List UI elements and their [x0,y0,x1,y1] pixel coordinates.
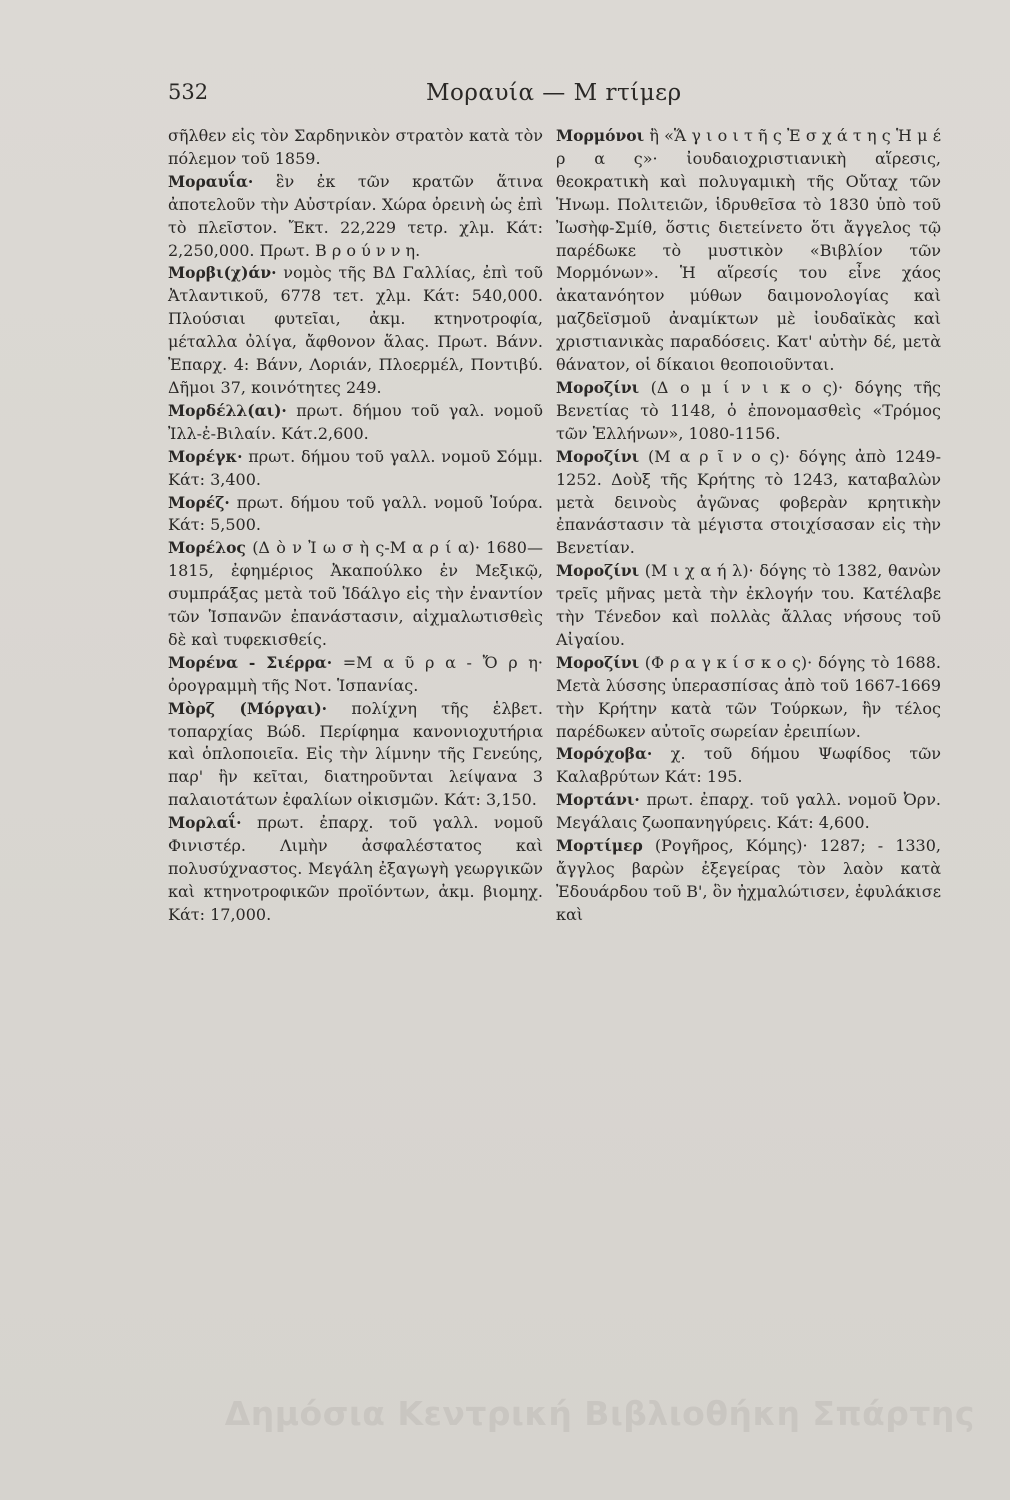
entry-text: πρωτ. δήμου τοῦ γαλ. νομοῦ Ἰλλ-ἐ-Βιλαίν. Κάτ.2,600. [168,400,543,443]
dictionary-entry [556,835,941,927]
right-column [556,125,941,927]
running-head: Μοραυία — Μ rτίμερ [426,80,682,106]
entry-headword: Μοροζίνι [556,377,640,397]
entry-headword: Μορόχοβα· [556,744,653,764]
entry-headword: Μοροζίνι [556,561,640,581]
dictionary-entry [168,812,543,927]
dictionary-entry [556,743,941,789]
page-header [168,80,918,120]
entry-text: νομὸς τῆς ΒΔ Γαλλίας, ἐπὶ τοῦ Ἀτλαντικοῦ, 6778 τετ. χλμ. Κάτ: 540,000. Πλούσιαι φυτεῖαι, ἀκμ. κτηνοτροφία, μέταλλα ὀλίγα, ἄφθονον ἅλας. Πρωτ. Βάνν. Ἐπαρχ. 4: Βάνν, Λοριάν, Πλοερμέλ, Ποντιβύ. Δῆμοι 37, κοινότητες 249. [168,263,543,397]
entry-text: (Δ ὸ ν Ἰ ω σ ὴ ς-Μ α ρ ί α)· 1680—1815, ἐφημέριος Ἀκαπούλκο ἐν Μεξικῷ, συμπράξας μετὰ τοῦ Ἱδάλγο εἰς τὴν ἐναντίον τῶν Ἱσπανῶν ἐπανάστασιν, αἰχμαλωτισθεὶς δὲ καὶ τυφεκισθείς. [168,538,543,649]
entry-text: πολίχνη τῆς ἑλβετ. τοπαρχίας Βώδ. Περίφημα κανονιοχυτήρια καὶ ὁπλοποιεῖα. Εἰς τὴν λίμνην τῆς Γενεύης, παρ' ἣν κεῖται, διατηροῦνται λείψανα 3 παλαιοτάτων ἐφαλίων οἰκισμῶν. Κάτ: 3,150. [168,698,543,810]
dictionary-entry [168,400,543,446]
entry-headword: Μοροζίνι [556,446,640,466]
entry-text: (Ρογῆρος, Κόμης)· 1287; - 1330, ἄγγλος βαρὼν ἐξεγείρας τὸν λαὸν κατὰ Ἐδουάρδου τοῦ Β', ὃν ἠχμαλώτισεν, ἐφυλάκισε καὶ [556,836,941,924]
dictionary-entry [168,698,543,813]
entry-headword: Μορέζ· [168,492,230,512]
entry-text: (Μ ι χ α ή λ)· δόγης τὸ 1382, θανὼν τρεῖς μῆνας μετὰ τὴν ἐκλογήν του. Κατέλαβε τὴν Τένεδον καὶ πολλὰς ἄλλας νήσους τοῦ Αἰγαίου. [556,561,941,649]
dictionary-entry [556,560,941,652]
dictionary-entry [556,125,941,377]
page-number: 532 [168,80,209,104]
dictionary-entry [168,125,543,171]
entry-headword: Μορτάνι· [556,790,640,810]
entry-text: ἓν ἐκ τῶν κρατῶν ἅτινα ἀποτελοῦν τὴν Αὐστρίαν. Χώρα ὀρεινὴ ὡς ἐπὶ τὸ πλεῖστον. Ἔκτ. 22,229 τετρ. χλμ. Κάτ: 2,250,000. Πρωτ. Β ρ ο ύ ν ν η. [168,171,543,260]
entry-text: σῆλθεν εἰς τὸν Σαρδηνικὸν στρατὸν κατὰ τὸν πόλεμον τοῦ 1859. [168,126,543,168]
dictionary-entry [168,492,543,538]
entry-headword: Μορμόνοι [556,126,645,145]
dictionary-entry [168,446,543,492]
entry-headword: Μορδέλλ(αι)· [168,400,287,420]
entry-headword: Μορλαΐ· [168,813,242,833]
entry-text: (Φ ρ α γ κ ί σ κ ο ς)· δόγης τὸ 1688. Μετὰ λύσσης ὑπερασπίσας ἀπὸ τοῦ 1667-1669 τὴν Κρήτην κατὰ τῶν Τούρκων, ἣν τέλος παρέδωκεν αὐτοῖς σωρείαν ἐρειπίων. [556,652,941,741]
entry-text: (Δ ο μ ί ν ι κ ο ς)· δόγης τῆς Βενετίας τὸ 1148, ὁ ἐπονομασθεὶς «Τρόμος τῶν Ἑλλήνων», 1080-1156. [556,377,941,443]
entry-headword: Μορτίμερ [556,836,643,856]
dictionary-entry [168,262,543,399]
entry-text: πρωτ. ἐπαρχ. τοῦ γαλλ. νομοῦ Ὀρν. Μεγάλαις ζωοπανηγύρεις. Κάτ: 4,600. [556,790,942,833]
entry-text: ἢ «Ἅ γ ι ο ι τ ῆ ς Ἐ σ χ ά τ η ς Ἡ μ έ ρ α ς»· ἰουδαιοχριστιανικὴ αἵρεσις, θεοκρατικὴ καὶ πολυγαμικὴ τῆς Οὔταχ τῶν Ἡνωμ. Πολιτειῶν, ἱδρυθεῖσα τὸ 1830 ὑπὸ τοῦ Ἰωσὴφ-Σμίθ, ὅστις διετείνετο ὅτι ἄγγελος τῷ παρέδωκε τὸ μυστικὸν «Βιβλίον τῶν Μορμόνων». Ἡ αἵρεσίς του εἶνε χάος ἀκατανόητον μύθων δαιμονολογίας καὶ μαζδεϊσμοῦ ἀναμίκτων μὲ ἰουδαϊκὰς καὶ χριστιανικὰς παραδόσεις. Κατ' αὐτὴν δέ, μετὰ θάνατον, οἱ δίκαιοι θεοποιοῦνται. [556,126,941,375]
entry-text: =Μ α ῦ ρ α - Ὄ ρ η· ὀρογραμμὴ τῆς Νοτ. Ἱσπανίας. [168,652,543,695]
entry-text: πρωτ. δήμου τοῦ γαλλ. νομοῦ Ἰούρα. Κάτ: 5,500. [168,492,543,535]
entry-headword: Μὸρζ (Μόργαι)· [168,698,328,718]
dictionary-entry [556,789,941,835]
entry-headword: Μοραυΐα· [168,171,254,191]
entry-headword: Μορένα - Σιέρρα· [168,652,333,672]
dictionary-entry [556,446,941,561]
entry-text: πρωτ. δήμου τοῦ γαλλ. νομοῦ Σόμμ. Κάτ: 3,400. [168,446,543,489]
dictionary-entry [168,537,543,652]
dictionary-entry [556,652,941,744]
entry-text: χ. τοῦ δήμου Ψωφίδος τῶν Καλαβρύτων Κάτ: 195. [556,744,941,787]
left-column [168,125,543,927]
entry-text: (Μ α ρ ῖ ν ο ς)· δόγης ἀπὸ 1249-1252. Δοὺξ τῆς Κρήτης τὸ 1243, καταβαλὼν μετὰ δεινοὺς ἀγῶνας φοβερὰν κρητικὴν ἐπανάστασιν τὰ μέγιστα στοιχίσασαν εἰς τὴν Βενετίαν. [556,446,941,558]
entry-headword: Μορέγκ· [168,446,243,466]
entry-headword: Μορβι(χ)άν· [168,263,277,283]
entry-headword: Μορέλος [168,538,246,558]
library-watermark: Δημόσια Κεντρική Βιβλιοθήκη Σπάρτης [224,1394,975,1433]
dictionary-entry [168,652,543,698]
dictionary-entry [168,171,543,263]
entry-headword: Μοροζίνι [556,652,640,672]
dictionary-entry [556,377,941,446]
entry-text: πρωτ. ἐπαρχ. τοῦ γαλλ. νομοῦ Φινιστέρ. Λιμὴν ἀσφαλέστατος καὶ πολυσύχναστος. Μεγάλη ἐξαγωγὴ γεωργικῶν καὶ κτηνοτροφικῶν προϊόντων, ἀκμ. βιομηχ. Κάτ: 17,000. [168,813,544,924]
